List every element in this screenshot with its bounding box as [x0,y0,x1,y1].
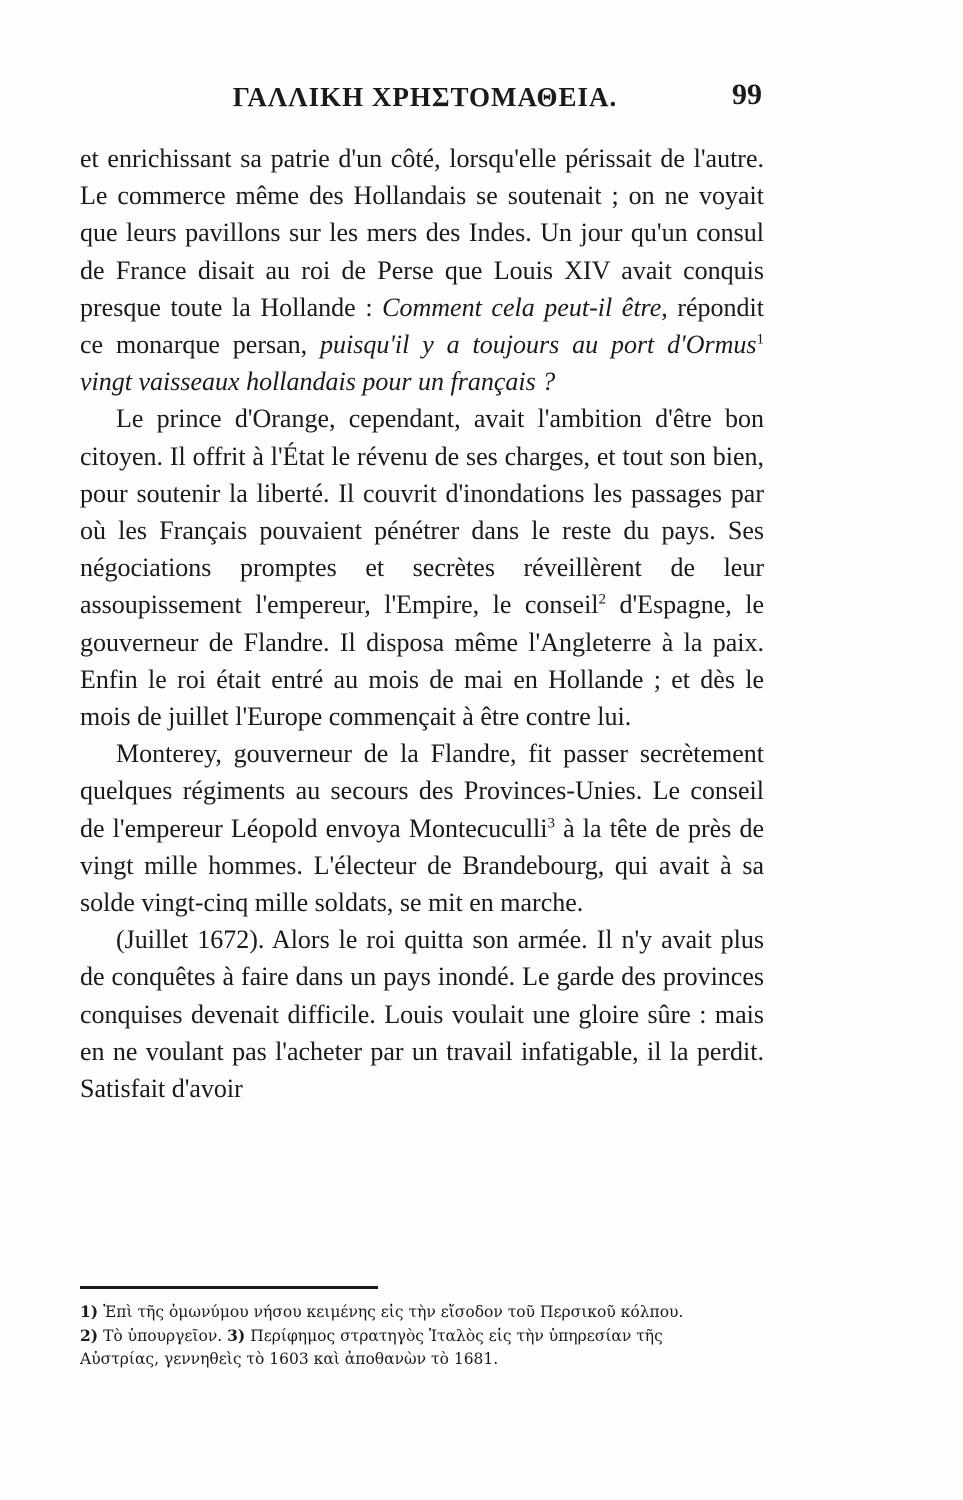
page-number: 99 [732,78,762,111]
body-text [80,140,764,1107]
paragraph-1-italic-a: Comment cela peut-il être, [382,292,668,322]
footnote-1-number: 1) [80,1302,99,1321]
footnote-ref-1[interactable]: 1 [756,331,764,348]
footnote-3-continued [80,1348,770,1371]
paragraph-3-text-a: Monterey, gouverneur de la Flandre, fit passer secrètement quelques régiments au secours des Provinces-Unies. Le conseil de l'empereur Léopold envoya Montecuculli [80,739,764,843]
footnote-3-text-a: Περίφημος στρατηγὸς Ἰταλὸς εἰς τὴν ὑπηρεσίαν τῆς [250,1327,663,1345]
footnote-2-3 [80,1324,770,1348]
paragraph-2-text-a: Le prince d'Orange, cependant, avait l'ambition d'être bon citoyen. Il offrit à l'État le révenu de ses charges, et tout son bien, pour soutenir la liberté. Il couvrit d'inondations les passages par où les Français pouvaient pénétrer dans le reste du pays. Ses négociations promptes et secrètes réveillèrent de leur assoupissement l'empereur, l'Empire, le conseil [80,404,764,620]
paragraph-4 [80,921,764,1107]
running-head [80,78,770,118]
footnote-ref-2[interactable]: 2 [598,591,607,608]
paragraph-1 [80,140,764,400]
paragraph-1-text-a: et enrichissant sa patrie d'un côté, lorsqu'elle périssait de l'autre. Le commerce même des Hollandais se soutenait ; on ne voyait que leurs pavillons sur les mers des Indes. Un jour qu'un consul de France disait au roi de Perse que Louis XIV avait conquis presque toute la Hollande : [80,144,764,322]
paragraph-3 [80,735,764,921]
footnote-2-number: 2) [80,1326,99,1345]
footnote-2-text: Τὸ ὑπουργεῖον. [103,1327,223,1345]
footnote-1-text: Ἐπὶ τῆς ὁμωνύμου νήσου κειμένης εἰς τὴν εἴσοδον τοῦ Περσικοῦ κόλπου. [103,1303,684,1321]
footnotes [80,1300,770,1371]
paragraph-2-text-b: d'Espagne, le gouverneur de Flandre. Il disposa même l'Angleterre à la paix. Enfin le roi était entré au mois de mai en Hollande ; et dès le mois de juillet l'Europe commençait à être contre lui. [80,590,765,732]
paragraph-1-italic-b: puisqu'il y a toujours au port d'Ormus [320,330,757,360]
paragraph-1-italic-c: vingt vaisseaux hollandais pour un français ? [80,367,556,397]
footnote-ref-3[interactable]: 3 [547,815,555,831]
footnote-3-number: 3) [227,1326,246,1345]
paragraph-2 [80,400,764,735]
footnote-3-text-b: Αὐστρίας, γεννηθεὶς τὸ 1603 καὶ ἀποθανὼν τὸ 1681. [80,1350,499,1368]
footnote-rule [80,1286,378,1289]
paragraph-4-text-a: (Juillet 1672). Alors le roi quitta son armée. Il n'y avait plus de conquêtes à faire dans un pays inondé. Le garde des provinces conquises devenait difficile. Louis voulait une gloire sûre : mais en ne voulant pas l'acheter par un travail infatigable, il la perdit. Satisfait d'avoir [80,925,764,1104]
paragraph-1-text-b: répondit ce monarque persan, [80,292,764,360]
paragraph-3-text-b: à la tête de près de vingt mille hommes. L'électeur de Brandebourg, qui avait à sa solde vingt-cinq mille soldats, se mit en marche. [80,813,765,918]
running-title: ΓΑΛΛΙΚΗ ΧΡΗΣΤΟΜΑΘΕΙΑ. [232,82,618,112]
footnote-1 [80,1300,770,1324]
